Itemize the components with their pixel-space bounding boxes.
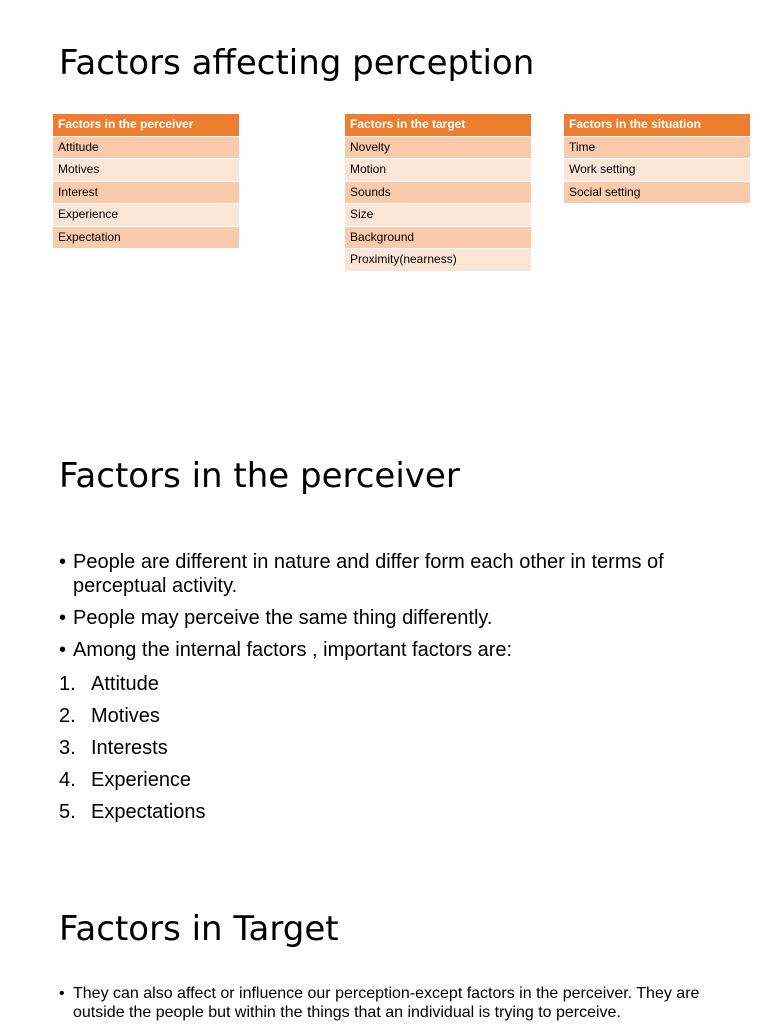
table-row: Experience	[53, 204, 239, 227]
table-row: Motion	[345, 159, 531, 182]
list-item	[59, 736, 739, 768]
table-row: Interest	[53, 182, 239, 205]
table-row: Background	[345, 227, 531, 250]
table-row: Expectation	[53, 227, 239, 250]
list-text: Attitude	[91, 673, 159, 695]
list-item	[59, 672, 739, 704]
table-row: Size	[345, 204, 531, 227]
list-item	[59, 704, 739, 736]
table-row: Sounds	[345, 182, 531, 205]
table-row: Work setting	[564, 159, 750, 182]
list-text: Experience	[91, 769, 192, 791]
list-text: Motives	[91, 705, 160, 727]
bullet-icon: •	[59, 607, 67, 629]
list-text: Interests	[91, 737, 168, 759]
list-number: 2.	[59, 705, 76, 727]
bullet-icon: •	[59, 639, 67, 661]
slide-title-factors-in-target: Factors in Target	[59, 909, 339, 949]
bullet-text: They can also affect or influence our perception-except factors in the perceiver. They are outside the people but within the things that an individual is trying to perceive.	[73, 985, 700, 1021]
list-item	[59, 768, 739, 800]
table-factors-in-target	[345, 114, 531, 272]
list-text: Expectations	[91, 801, 206, 823]
list-item	[59, 800, 739, 832]
bullet-text: People may perceive the same thing differently.	[73, 607, 493, 629]
bullet-icon: •	[59, 985, 65, 1002]
list-number: 4.	[59, 769, 76, 791]
table-row: Novelty	[345, 137, 531, 160]
bullet-item	[59, 638, 739, 662]
list-number: 5.	[59, 801, 76, 823]
bullet-item	[59, 550, 739, 598]
list-number: 3.	[59, 737, 76, 759]
table-factors-in-perceiver	[53, 114, 239, 249]
numbered-list	[59, 672, 739, 832]
list-number: 1.	[59, 673, 76, 695]
table-row: Time	[564, 137, 750, 160]
bullet-text: People are different in nature and differ form each other in terms of perceptual activity.	[73, 551, 664, 597]
bullet-text: Among the internal factors , important factors are:	[73, 639, 513, 661]
table-row: Motives	[53, 159, 239, 182]
table-header: Factors in the target	[345, 114, 531, 137]
table-header: Factors in the perceiver	[53, 114, 239, 137]
table-header: Factors in the situation	[564, 114, 750, 137]
slide-title-factors-affecting-perception: Factors affecting perception	[59, 43, 535, 83]
bullet-icon: •	[59, 551, 67, 573]
bullet-item	[59, 984, 719, 1022]
table-row: Proximity(nearness)	[345, 249, 531, 272]
slide-title-factors-in-perceiver: Factors in the perceiver	[59, 456, 460, 496]
table-row: Social setting	[564, 182, 750, 205]
table-factors-in-situation	[564, 114, 750, 204]
bullet-list	[59, 550, 739, 662]
bullet-list	[59, 984, 719, 1022]
table-row: Attitude	[53, 137, 239, 160]
bullet-item	[59, 606, 739, 630]
